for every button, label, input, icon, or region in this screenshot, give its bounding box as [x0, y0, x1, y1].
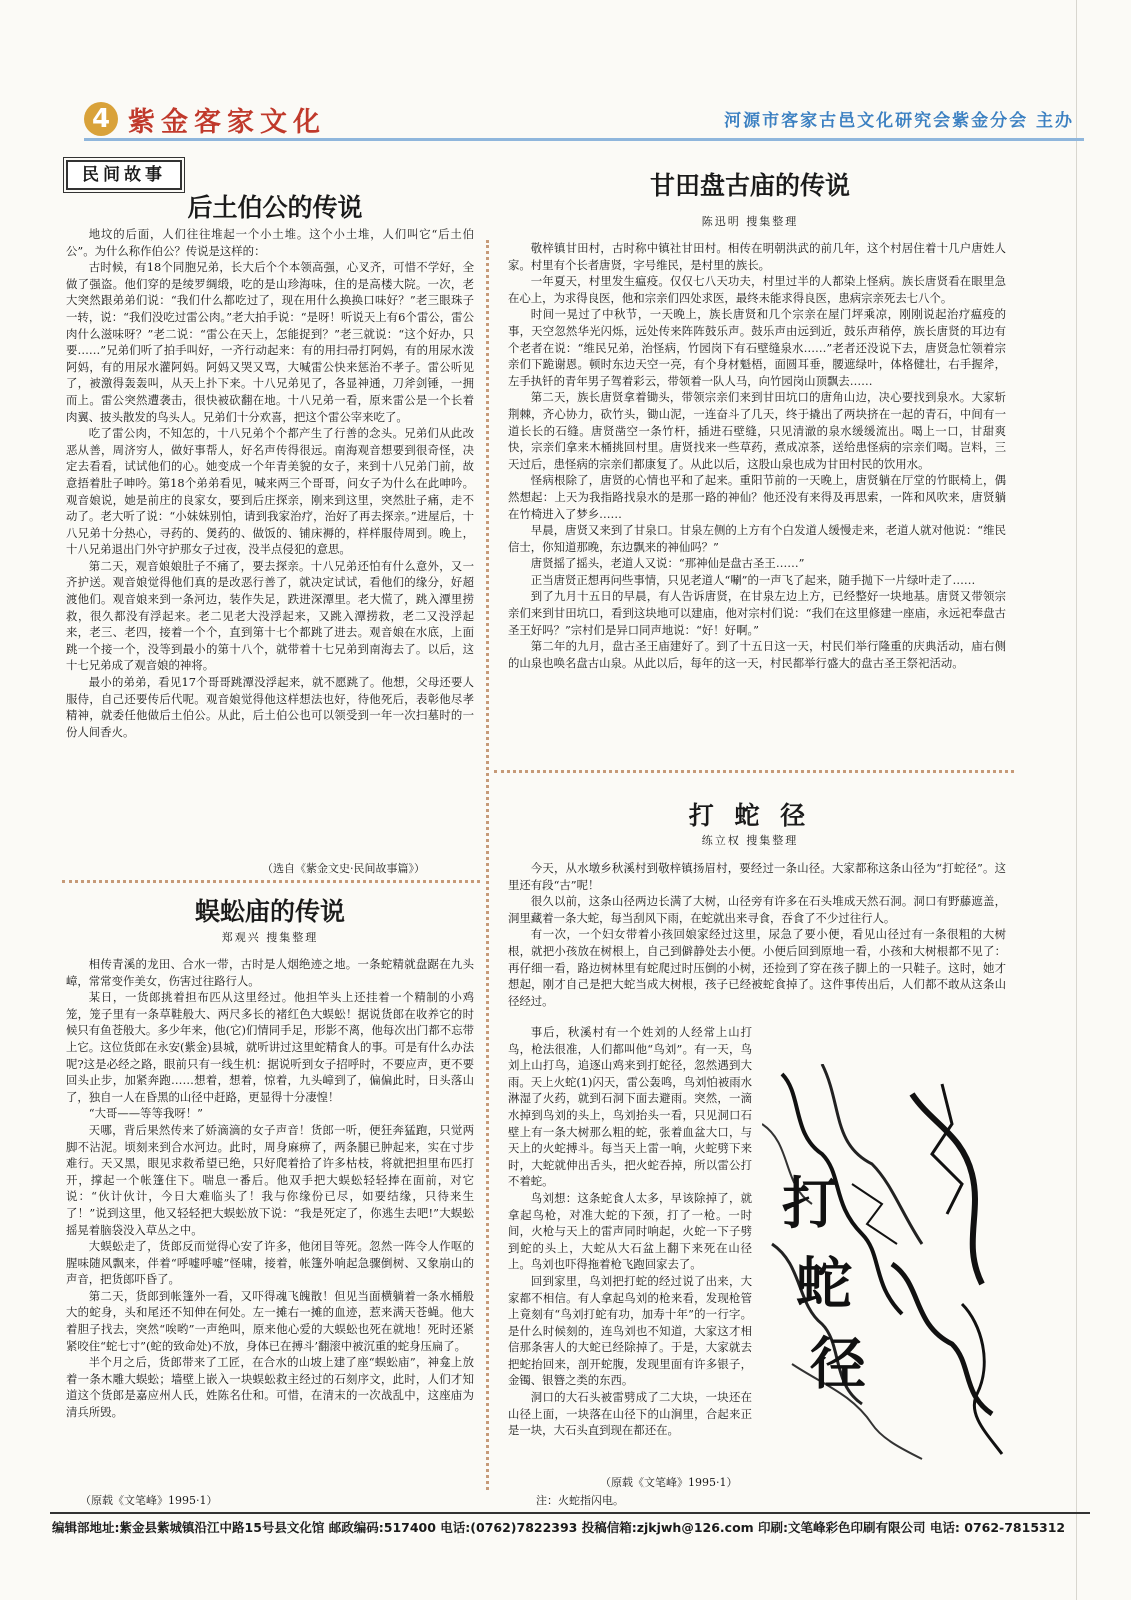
article4-paragraph: 今天，从水墩乡秋溪村到敬梓镇扬眉村，要经过一条山径。大家都称这条山径为“打蛇径”。这里还有段“古”呢！ — [508, 861, 1006, 892]
article1-paragraph: 地坟的后面，人们往往堆起一个小土堆。这个小土堆，人们叫它“后土伯公”。为什么称作伯公？传说是这样的： — [66, 227, 474, 258]
masthead-sponsor: 河源市客家古邑文化研究会紫金分会 主办 — [724, 111, 1074, 131]
illustration-caption-char: 打 — [782, 1171, 838, 1237]
article4-title: 打 蛇 径 — [688, 801, 812, 830]
article4-source: （原载《文笔峰》1995·1） — [600, 1476, 738, 1489]
scan-margin-line — [1076, 0, 1077, 1600]
article2-title: 甘田盘古庙的传说 — [649, 171, 850, 200]
illustration-caption-char: 径 — [810, 1331, 866, 1397]
divider-right — [494, 770, 1014, 773]
article4-paragraph: 洞口的大石头被雷劈成了二大块，一块还在山径上面，一块落在山径下的山涧里，合起来正是一块，大石头直到现在都还在。 — [508, 1390, 752, 1438]
article4-note: 注：火蛇指闪电。 — [536, 1494, 624, 1507]
article1-title: 后土伯公的传说 — [187, 193, 363, 222]
article3-paragraph: 相传青溪的龙田、合水一带，古时是人烟绝迹之地。一条蛇精就盘踞在九头嶂，常常变作美女，伤害过往路行人。 — [66, 957, 474, 988]
article1-paragraph: 最小的弟弟，看见17个哥哥跳潭没浮起来，就不愿跳了。他想，父母还要人服侍，自己还要传后代呢。观音娘觉得他这样想法也好，待他死后，表彰他尽孝精神，就委任他做后土伯公。从此，后土伯公也可以领受到一年一次扫墓时的一份人间香火。 — [66, 675, 474, 739]
article3-body — [66, 956, 474, 1421]
article2-body — [508, 240, 1006, 671]
article3-paragraph: 第二天，货郎到帐篷外一看，又吓得魂飞魄散！但见当面横躺着一条水桶般大的蛇身，头和尾还不知伸在何处。左一摊右一摊的血迹，惹来满天苍蝇。他大着胆子找去，突然“唉哟”一声绝叫，原来他心爱的大蜈蚣也死在就地！死时还紧紧咬住“蛇七寸”(蛇的致命处)不放，身体已在搏斗’翻滚中被沉重的蛇身压扁了。 — [66, 1288, 474, 1353]
article4-paragraph: 回到家里，鸟刘把打蛇的经过说了出来，大家都不相信。有人拿起鸟刘的枪来看，发现枪管上竟刻有“鸟刘打蛇有功，加寿十年”的一行字。是什么时候刻的，连鸟刘也不知道，大家这才相信那条害人的大蛇已经除掉了。于是，大家就去把蛇抬回来，剖开蛇腹，发现里面有许多银子，金镯、银簪之类的东西。 — [508, 1273, 752, 1388]
article3-paragraph: “大哥——等等我呀！” — [88, 1106, 203, 1121]
article2-paragraph: 第二天，族长唐贤拿着锄头，带领宗亲们来到甘田坑口的唐角山边，决心要找到泉水。大家斩荆棘，齐心协力，砍竹头，锄山泥，一连奋斗了几天，终于撬出了两块挤在一起的青石，中间有一道长长的石缝。唐贤凿空一条竹杆，插进石壁缝，只见清澈的泉水缓缓流出。喝上一口，甘甜爽快，宗亲们拿来木桶挑回村里。唐贤找来一些草药，煮成凉茶，送给患怪病的宗亲们喝。岂料，三天过后，患怪病的宗亲们都康复了。从此以后，这股山泉也成为甘田村民的饮用水。 — [508, 390, 1006, 471]
article4-paragraph: 鸟刘想：这条蛇食人太多，早该除掉了，就拿起鸟枪，对准大蛇的下颈，打了一枪。一时间，火枪与天上的雷声同时响起，火蛇一下子劈到蛇的头上，大蛇从大石盆上翻下来死在山径上。鸟刘也吓得拖着枪飞跑回家去了。 — [508, 1190, 752, 1272]
column-divider — [486, 240, 489, 1490]
article3-paragraph: 大蜈蚣走了，货郎反而觉得心安了许多，他闭目等死。忽然一阵令人作呕的腥味随风飘来，伴着“呼嘘呼嘘”怪啸，接着，帐篷外响起急骤倒树、又象崩山的声音，把货郎吓昏了。 — [66, 1239, 474, 1287]
article3-paragraph: 半个月之后，货郎带来了工匠，在合水的山坡上建了座“蜈蚣庙”，神龛上放着一条木雕大蜈蚣；墙壁上嵌入一块蜈蚣救主经过的石刻序文，此时，人们才知道这个货郎是嘉应州人氏，姓陈名仕和。可惜，在清末的一次战乱中，这座庙为清兵所毁。 — [66, 1355, 474, 1420]
snake-path-illustration — [762, 1064, 1012, 1464]
divider-left — [62, 880, 480, 883]
masthead-rule — [84, 138, 1084, 141]
article4-paragraph: 有一次，一个妇女带着小孩回娘家经过这里，尿急了要小便，看见山径过有一条很粗的大树根，就把小孩放在树根上，自己到僻静处去小便。小便后回到原地一看，小孩和大树根都不见了：再仔细一看，路边树林里有蛇爬过时压倒的小树，还捡到了穿在孩子脚上的一只鞋子。这时，她才想起，刚才自己是把大蛇当成大树根，孩子已经被蛇食掉了。这件事传出后，人们都不敢从这条山径经过。 — [508, 927, 1006, 1008]
article2-paragraph: 怪病根除了，唐贤的心情也平和了起来。重阳节前的一天晚上，唐贤躺在厅堂的竹眠椅上，偶然想起：上天为我指路找泉水的是那一路的神仙？他还没有来得及再思索，一阵和风吹来，唐贤躺在竹椅进入了梦乡…… — [508, 473, 1006, 521]
article1-source: （选自《紫金文史·民间故事篇》） — [262, 862, 425, 875]
footer-info: 编辑部地址:紫金县紫城镇沿江中路15号县文化馆 邮政编码:517400 电话:(0762)7822393 投稿信箱:zjkjwh@126.com 印刷:文笔峰彩色印刷有限公司 电话: 0762-7815312 — [52, 1520, 1066, 1535]
column-tag: 民间故事 — [66, 160, 182, 190]
masthead-title: 紫金客家文化 — [128, 107, 326, 138]
article2-byline: 陈迅明 搜集整理 — [701, 215, 799, 228]
masthead — [84, 98, 1084, 142]
article1-body — [66, 226, 474, 740]
article2-paragraph: 时间一晃过了中秋节，一天晚上，族长唐贤和几个宗亲在屋门坪乘凉，刚刚说起治疗瘟疫的事，天空忽然华光闪烁，远处传来阵阵鼓乐声。鼓乐声由远到近，鼓乐声稍停，族长唐贤的耳边有个老者在说：“维民兄弟，治怪病，竹园岗下有石壁缝泉水……”老者还没说下去，唐贤急忙领着宗亲们下跪谢恩。顿时东边天空一亮，有个身材魁梧，面圆耳垂，腰遮绿叶，体格健壮，右手握斧，左手执钎的青年男子驾着彩云，带领着一队人马，向竹园岗山顶飘去…… — [508, 307, 1006, 388]
article4-byline: 练立权 搜集整理 — [701, 834, 799, 847]
article2-paragraph: 敬梓镇甘田村，古时称中镇社甘田村。相传在明朝洪武的前几年，这个村居住着十几户唐姓人家。村里有个长者唐贤，字号维民，是村里的族长。 — [508, 241, 1006, 272]
article2-paragraph: 唐贤摇了摇头，老道人又说：“那神仙是盘古圣王……” — [530, 556, 805, 571]
article2-paragraph: 第二年的九月，盘古圣王庙建好了。到了十五日这一天，村民们举行隆重的庆典活动，庙右侧的山泉也唤名盘古山泉。从此以后，每年的这一天，村民都举行盛大的盘古圣王祭祀活动。 — [508, 639, 1006, 670]
article3-source: （原载《文笔峰》1995·1） — [80, 1494, 218, 1507]
article1-paragraph: 第二天，观音娘娘肚子不痛了，要去探亲。十八兄弟还怕有什么意外，又一齐护送。观音娘觉得他们真的是改恶行善了，就决定试试，看他们的缘分，好超渡他们。观音娘来到一条河边，装作失足，跌进深潭里。老大慌了，跳入潭里捞救，很久都没有浮起来。老二见老大没浮起来，又跳入潭捞救，老二又没浮起来，老三、老四，接着一个个，直到第十七个都跳了进去。观音娘在水底，上面跳一个接一个，没等到最小的第十八个，就带着十七兄弟到南海去了。以后，这十七兄弟成了观音娘的神将。 — [66, 558, 474, 673]
article4-body-narrow — [508, 1024, 752, 1439]
article3-title: 蜈蚣庙的传说 — [194, 897, 345, 926]
article2-paragraph: 到了九月十五日的早晨，有人告诉唐贤，在甘泉左边上方，已经整好一块地基。唐贤又带领宗亲们来到甘田坑口，看到这块地可以建庙，他对宗村们说：“我们在这里修建一座庙，永远祀奉盘古圣王好吗？”宗村们是异口同声地说：“好！好啊。” — [508, 589, 1006, 637]
page-number-badge: 4 — [84, 102, 118, 136]
article2-paragraph: 早晨，唐贤又来到了甘泉口。甘泉左侧的上方有个白发道人缓慢走来，老道人就对他说：“维民信士，你知道那晚，东边飘来的神仙吗？” — [508, 523, 1006, 554]
article2-paragraph: 正当唐贤正想再问些事情，只见老道人“唰”的一声飞了起来，随手抛下一片绿叶走了…… — [530, 572, 976, 587]
illustration-caption — [782, 1160, 866, 1400]
article4-body-top — [508, 860, 1006, 1009]
article3-byline: 郑观兴 搜集整理 — [221, 931, 319, 944]
article4-paragraph: 很久以前，这条山径两边长满了大树，山径旁有许多在石头堆成天然石洞。洞口有野藤遮盖，洞里藏着一条大蛇，每当刮风下雨，在蛇就出来寻食，吞食了不少过往行人。 — [508, 894, 1006, 925]
article1-paragraph: 古时候，有18个同胞兄弟，长大后个个本领高强，心叉齐，可惜不学好，全做了强盗。他们穿的是绫罗绸缎，吃的是山珍海味，住的是高楼大院。一次，老大突然跟弟弟们说：“我们什么都吃过了，现在用什么换换口味好？”老三眼珠子一转，说：“我们没吃过雷公肉。”老大拍手说：“是呀！听说天上有6个雷公，雷公肉什么滋味呀？”老二说：“雷公在天上，怎能捉到？”老三就说：“这个好办，只要……”兄弟们听了拍手叫好，一齐行动起来：有的用扫帚打阿妈，有的用尿水泼阿妈，有的用尿水灌阿妈。阿妈又哭又骂，大喊雷公快来惩治不孝子。雷公听见了，被激得轰轰叫，从天上扑下来。十八兄弟见了，各显神通，刀斧剑锤，一拥而上。雷公突然遭袭击，很快被砍翻在地。十八兄弟一看，原来雷公是一个长着肉翼、披头散发的鸟头人。兄弟们十分欢喜，把这个雷公宰来吃了。 — [66, 260, 474, 424]
article3-paragraph: 某日，一货郎挑着担布匹从这里经过。他担竿头上还挂着一个精制的小鸡笼，笼子里有一条草鞋般大、两尺多长的褚红色大蜈蚣！据说货郎在收养它的时候只有鱼苍般大。多少年来，他(它)们情同手足，形影不离，他每次出门都不忘带上它。这位货郎在永安(紫金)县城，就听讲过这里蛇精食人的事。可是有什么办法呢?这是必经之路，眼前只有一线生机：据说听到女子招呼时，不要应声，更不要回头止步，加紧奔跑……想着，想着，惊着，九头嶂到了，偏偏此时，日头落山了，独自一人在昏黑的山径中赶路，更显得十分凄惶！ — [66, 990, 474, 1104]
footer-rule — [50, 1512, 1090, 1514]
article3-paragraph: 天哪，背后果然传来了娇滴滴的女子声音！货郎一听，便狂奔猛跑，只觉两脚不沾泥。顷刻来到合水河边。此时，周身麻痹了，两条腿已肿起来，实在寸步难行。天又黑，眼见求救希望已绝，只好爬着拾了许多枯枝，将就把担里布匹打开，撑起一个帐篷住下。喘息一番后。他双手把大蜈蚣轻轻捧在面前，对它说：“伙计伙计，今日大难临头了！我与你缘份已尽，如要结缘，只待来生了！”说到这里，他又轻轻把大蜈蚣放下说：“我是死定了，你逃生去吧!”大蜈蚣摇晃着脑袋没入草丛之中。 — [66, 1122, 474, 1237]
illustration-caption-char: 蛇 — [796, 1251, 852, 1317]
article1-paragraph: 吃了雷公肉，不知怎的，十八兄弟个个都产生了行善的念头。兄弟们从此改恶从善，周济穷人，做好事帮人，好名声传得很远。南海观音想要到很奇怪，决定去看看，试试他们的心。她变成一个年青美貌的女子，来到十八兄弟门前，故意捂着肚子呻吟。第18个弟弟看见，喊来两三个哥哥，问女子为什么在此呻吟。观音娘说，她是前庄的良家女，要到后庄探亲，刚来到这里，突然肚子痛，走不动了。老大听了说：“小妹妹别怕，请到我家治疗，治好了再去探亲。”进屋后，十八兄弟十分热心，寻药的、煲药的、做饭的、铺床褥的，样样服侍周到。晚上，十八兄弟退出门外守护那女子过夜，没半点侵犯的意思。 — [66, 426, 474, 557]
article4-paragraph: 事后，秋溪村有一个姓刘的人经常上山打鸟，枪法很准，人们都叫他“鸟刘”。有一天，鸟刘上山打鸟，追逐山鸡来到打蛇径，忽然遇到大雨。天上火蛇(1)闪天，雷公轰鸣，鸟刘怕被雨水淋湿了火药，就到石洞下面去避雨。突然，一滴水掉到鸟刘的头上，鸟刘抬头一看，只见洞口石壁上有一条大树那么粗的蛇，张着血盆大口，与天上的火蛇搏斗。每当天上雷一响，火蛇劈下来时，大蛇就伸出舌头，把火蛇吞掉，所以雷公打不着蛇。 — [508, 1025, 752, 1189]
article2-paragraph: 一年夏天，村里发生瘟疫。仅仅七八天功夫，村里过半的人都染上怪病。族长唐贤看在眼里急在心上，为求得良医，他和宗亲们四处求医，最终未能求得良医，患病宗亲死去七八个。 — [508, 274, 1006, 305]
